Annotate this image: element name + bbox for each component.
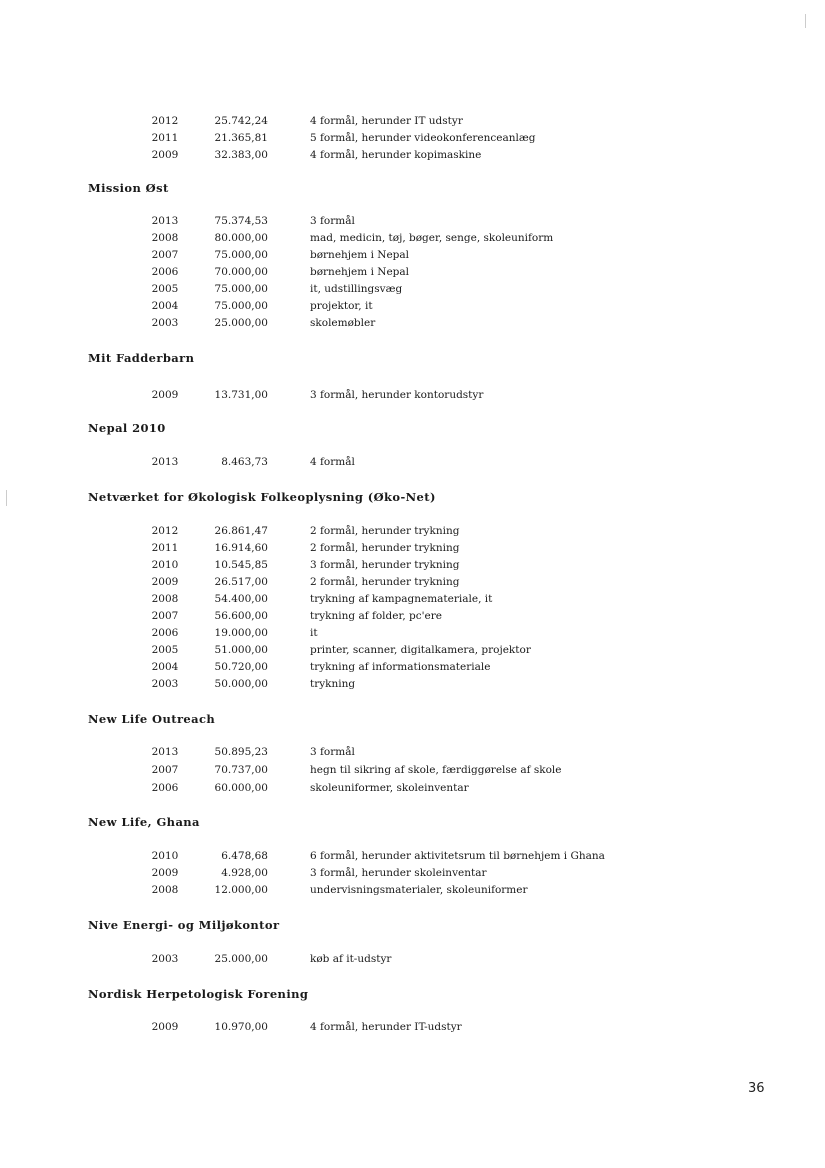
table-row <box>0 525 825 542</box>
table-row <box>0 149 825 166</box>
row-year: 2003 <box>151 953 179 965</box>
row-amount: 70.737,00 <box>214 764 268 776</box>
row-amount: 75.374,53 <box>214 215 268 227</box>
row-amount: 12.000,00 <box>214 884 268 896</box>
row-year: 2006 <box>151 266 179 278</box>
row-amount: 25.000,00 <box>214 953 268 965</box>
table-row <box>0 884 825 901</box>
organization-heading: Nive Energi- og Miljøkontor <box>88 918 280 932</box>
row-year: 2011 <box>151 132 179 144</box>
table-row <box>0 215 825 232</box>
row-amount: 10.970,00 <box>214 1021 268 1033</box>
row-amount: 80.000,00 <box>214 232 268 244</box>
table-row <box>0 542 825 559</box>
row-amount: 54.400,00 <box>214 593 268 605</box>
row-description: trykning <box>310 678 356 690</box>
row-description: 4 formål, herunder kopimaskine <box>310 149 482 161</box>
row-year: 2009 <box>151 389 179 401</box>
table-row <box>0 661 825 678</box>
row-year: 2012 <box>151 115 179 127</box>
row-year: 2006 <box>151 782 179 794</box>
row-description: trykning af informationsmateriale <box>310 661 491 673</box>
row-amount: 4.928,00 <box>221 867 268 879</box>
row-description: trykning af folder, pc'ere <box>310 610 442 622</box>
row-year: 2008 <box>151 884 179 896</box>
table-row <box>0 456 825 473</box>
page-number: 36 <box>748 1081 765 1096</box>
row-year: 2003 <box>151 678 179 690</box>
row-description: mad, medicin, tøj, bøger, senge, skoleuniform <box>310 232 554 244</box>
table-row <box>0 115 825 132</box>
row-amount: 50.895,23 <box>214 746 268 758</box>
row-description: 4 formål, herunder IT udstyr <box>310 115 463 127</box>
row-amount: 10.545,85 <box>214 559 268 571</box>
table-row <box>0 850 825 867</box>
row-year: 2003 <box>151 317 179 329</box>
row-description: 3 formål, herunder trykning <box>310 559 460 571</box>
row-year: 2007 <box>151 764 179 776</box>
row-year: 2009 <box>151 867 179 879</box>
row-description: 3 formål <box>310 746 355 758</box>
row-description: hegn til sikring af skole, færdiggørelse af skole <box>310 764 562 776</box>
row-amount: 25.000,00 <box>214 317 268 329</box>
table-row <box>0 627 825 644</box>
organization-heading: Mit Fadderbarn <box>88 351 195 365</box>
row-amount: 75.000,00 <box>214 283 268 295</box>
row-description: 6 formål, herunder aktivitetsrum til børnehjem i Ghana <box>310 850 605 862</box>
row-year: 2013 <box>151 456 179 468</box>
table-row <box>0 249 825 266</box>
table-row <box>0 764 825 781</box>
row-amount: 21.365,81 <box>214 132 268 144</box>
row-amount: 51.000,00 <box>214 644 268 656</box>
row-year: 2007 <box>151 610 179 622</box>
row-year: 2007 <box>151 249 179 261</box>
row-description: trykning af kampagnemateriale, it <box>310 593 493 605</box>
row-amount: 32.383,00 <box>214 149 268 161</box>
organization-heading: New Life, Ghana <box>88 815 200 829</box>
organization-heading: Nordisk Herpetologisk Forening <box>88 987 309 1001</box>
table-row <box>0 389 825 406</box>
row-amount: 25.742,24 <box>214 115 268 127</box>
row-amount: 26.517,00 <box>214 576 268 588</box>
row-year: 2012 <box>151 525 179 537</box>
row-description: børnehjem i Nepal <box>310 266 410 278</box>
row-year: 2005 <box>151 283 179 295</box>
row-year: 2008 <box>151 593 179 605</box>
row-amount: 70.000,00 <box>214 266 268 278</box>
row-description: 3 formål <box>310 215 355 227</box>
table-row <box>0 610 825 627</box>
row-description: undervisningsmaterialer, skoleuniformer <box>310 884 528 896</box>
row-year: 2005 <box>151 644 179 656</box>
row-description: 4 formål <box>310 456 355 468</box>
row-description: 4 formål, herunder IT-udstyr <box>310 1021 462 1033</box>
table-row <box>0 953 825 970</box>
organization-heading: Nepal 2010 <box>88 421 166 435</box>
row-amount: 56.600,00 <box>214 610 268 622</box>
table-row <box>0 746 825 763</box>
table-row <box>0 782 825 799</box>
row-amount: 19.000,00 <box>214 627 268 639</box>
scan-margin-mark <box>6 490 7 506</box>
row-amount: 8.463,73 <box>221 456 268 468</box>
table-row <box>0 678 825 695</box>
row-year: 2008 <box>151 232 179 244</box>
row-year: 2006 <box>151 627 179 639</box>
row-amount: 13.731,00 <box>214 389 268 401</box>
row-year: 2013 <box>151 215 179 227</box>
row-description: printer, scanner, digitalkamera, projektor <box>310 644 531 656</box>
row-description: skoleuniformer, skoleinventar <box>310 782 469 794</box>
row-amount: 16.914,60 <box>214 542 268 554</box>
table-row <box>0 283 825 300</box>
table-row <box>0 266 825 283</box>
table-row <box>0 132 825 149</box>
row-year: 2011 <box>151 542 179 554</box>
row-description: 2 formål, herunder trykning <box>310 576 460 588</box>
table-row <box>0 1021 825 1038</box>
table-row <box>0 576 825 593</box>
row-description: 5 formål, herunder videokonferenceanlæg <box>310 132 536 144</box>
row-description: 3 formål, herunder kontorudstyr <box>310 389 484 401</box>
table-row <box>0 559 825 576</box>
row-description: projektor, it <box>310 300 373 312</box>
row-description: børnehjem i Nepal <box>310 249 410 261</box>
row-description: 2 formål, herunder trykning <box>310 525 460 537</box>
table-row <box>0 300 825 317</box>
row-year: 2004 <box>151 300 179 312</box>
organization-heading: New Life Outreach <box>88 712 216 726</box>
row-year: 2009 <box>151 576 179 588</box>
row-description: it, udstillingsvæg <box>310 283 403 295</box>
row-amount: 50.720,00 <box>214 661 268 673</box>
row-description: skolemøbler <box>310 317 376 329</box>
table-row <box>0 317 825 334</box>
row-description: it <box>310 627 318 639</box>
row-amount: 6.478,68 <box>221 850 268 862</box>
table-row <box>0 232 825 249</box>
row-year: 2009 <box>151 149 179 161</box>
row-year: 2009 <box>151 1021 179 1033</box>
table-row <box>0 593 825 610</box>
row-description: 3 formål, herunder skoleinventar <box>310 867 487 879</box>
row-description: køb af it-udstyr <box>310 953 392 965</box>
row-description: 2 formål, herunder trykning <box>310 542 460 554</box>
row-amount: 75.000,00 <box>214 249 268 261</box>
row-year: 2013 <box>151 746 179 758</box>
row-year: 2010 <box>151 850 179 862</box>
row-year: 2004 <box>151 661 179 673</box>
row-year: 2010 <box>151 559 179 571</box>
table-row <box>0 644 825 661</box>
row-amount: 75.000,00 <box>214 300 268 312</box>
scan-margin-mark <box>805 14 806 28</box>
organization-heading: Mission Øst <box>88 181 169 195</box>
row-amount: 60.000,00 <box>214 782 268 794</box>
organization-heading: Netværket for Økologisk Folkeoplysning (Øko-Net) <box>88 490 436 504</box>
row-amount: 26.861,47 <box>214 525 268 537</box>
table-row <box>0 867 825 884</box>
row-amount: 50.000,00 <box>214 678 268 690</box>
